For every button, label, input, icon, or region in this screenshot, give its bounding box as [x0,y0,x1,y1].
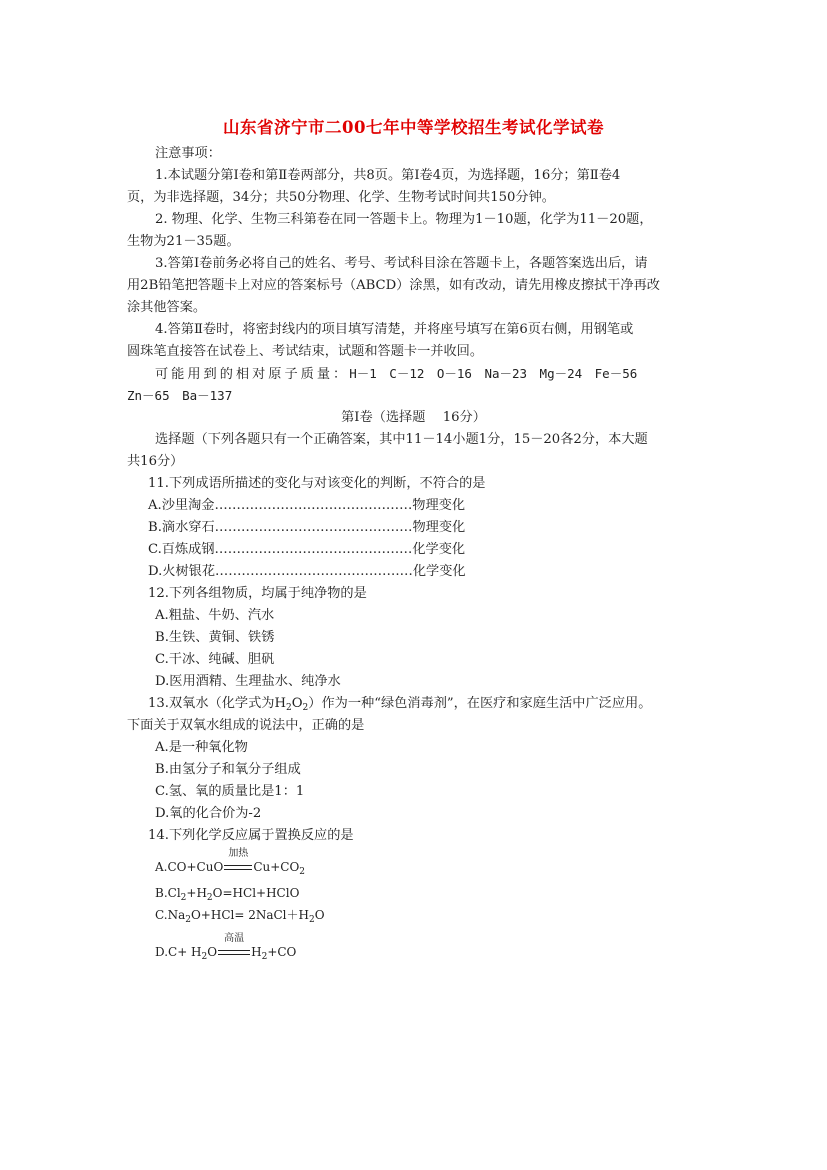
note-4-cont: 圆珠笔直接答在试卷上、考试结束，试题和答题卡一并收回。 [127,344,484,359]
equation-lhs: D.C+ H [155,945,202,959]
equation-part: +H [186,886,207,900]
q13-stem-part: ）作为一种“绿色消毒剂”，在医疗和家庭生活中广泛应用。 [308,696,652,711]
equation-rhs: H [251,945,262,959]
q11-option-d: D.火树银花………………………………………化学变化 [148,564,466,579]
q14-option-c [155,906,325,929]
q13-stem [148,695,651,717]
q12-option-c: C.干冰、纯碱、胆矾 [155,652,275,667]
note-2: 2. 物理、化学、生物三科第卷在同一答题卡上。物理为1－10题，化学为11－20题， [155,212,653,227]
note-3-cont: 用2B铅笔把答题卡上对应的答案标号（ABCD）涂黑，如有改动，请先用橡皮擦拭干净再改 [127,278,660,293]
reaction-condition-arrow [217,933,251,961]
subscript: 2 [299,867,306,877]
subscript: 2 [309,915,315,925]
atomic-masses [155,365,637,384]
note-1: 1.本试题分第Ⅰ卷和第Ⅱ卷两部分，共8页。第Ⅰ卷4页，为选择题，16分；第Ⅱ卷4 [155,168,621,183]
q13-stem-part: O [291,696,303,711]
section-1-intro: 选择题（下列各题只有一个正确答案，其中11－14小题1分，15－20各2分，本大题 [155,432,648,447]
equation-part: O [314,908,325,922]
equation-lhs: O [207,945,218,959]
equation-lhs: A.CO+CuO [155,860,224,874]
equation-part: B.Cl [155,886,181,900]
equation-part: O=HCl+HClO [212,886,300,900]
section-1-intro-cont: 共16分） [127,454,184,469]
q11-stem: 11.下列成语所描述的变化与对该变化的判断，不符合的是 [148,476,486,491]
reaction-condition: 高温 [224,933,245,944]
q14-option-d [155,933,297,966]
reaction-condition: 加热 [228,848,249,859]
q13-option-a: A.是一种氧化物 [155,740,248,755]
notes-heading: 注意事项： [155,146,221,161]
note-1-cont: 页，为非选择题，34分；共50分物理、化学、生物考试时间共150分钟。 [127,190,555,205]
atomic-masses-values: H－1 C－12 O－16 Na－23 Mg－24 Fe－56 [349,366,638,381]
double-line-sign [218,950,250,955]
subscript: 2 [180,893,187,903]
q13-stem-part: 13.双氧水（化学式为H [148,696,286,711]
q13-option-d: D.氧的化合价为-2 [155,806,262,821]
equation-part: O+HCl= 2NaCl＋H [190,908,309,922]
q12-option-a: A.粗盐、牛奶、汽水 [155,608,275,623]
q14-option-a [155,848,306,881]
q11-option-b: B.滴水穿石………………………………………物理变化 [148,520,466,535]
section-1-heading: 第Ⅰ卷（选择题 16分） [341,410,486,425]
q13-option-b: B.由氢分子和氧分子组成 [155,762,301,777]
subscript: 2 [185,915,191,925]
q13-option-c: C.氢、氧的质量比是1：1 [155,784,305,799]
equation-part: C.Na [155,908,186,922]
q12-option-d: D.医用酒精、生理盐水、纯净水 [155,674,341,689]
note-3-end: 涂其他答案。 [127,300,207,315]
subscript: 2 [206,893,213,903]
subscript: 2 [261,952,268,962]
atomic-masses-label: 可能用到的相对原子质量： [155,367,350,382]
note-2-cont: 生物为21－35题。 [127,234,240,249]
q12-stem: 12.下列各组物质，均属于纯净物的是 [148,586,367,601]
q11-option-a: A.沙里淘金………………………………………物理变化 [148,498,466,513]
equation-rhs: Cu+CO [253,860,300,874]
equation-rhs: +CO [267,945,297,959]
note-3: 3.答第Ⅰ卷前务必将自己的姓名、考号、考试科目涂在答题卡上，各题答案选出后，请 [155,256,648,271]
note-4: 4.答第Ⅱ卷时，将密封线内的项目填写清楚，并将座号填写在第6页右侧，用钢笔或 [155,322,634,337]
q13-subscript: 2 [302,703,309,713]
page-title: 山东省济宁市二00七年中等学校招生考试化学试卷 [223,118,604,137]
q12-option-b: B.生铁、黄铜、铁锈 [155,630,275,645]
q13-stem-cont: 下面关于双氧水组成的说法中，正确的是 [127,718,365,733]
subscript: 2 [201,952,208,962]
q11-option-c: C.百炼成钢………………………………………化学变化 [148,542,466,557]
q13-subscript: 2 [285,703,292,713]
q14-stem: 14.下列化学反应属于置换反应的是 [148,828,354,843]
reaction-condition-arrow [223,848,253,876]
double-line-sign [224,865,252,870]
atomic-masses-cont: Zn－65 Ba－137 [127,388,233,403]
q14-option-b [155,884,299,907]
